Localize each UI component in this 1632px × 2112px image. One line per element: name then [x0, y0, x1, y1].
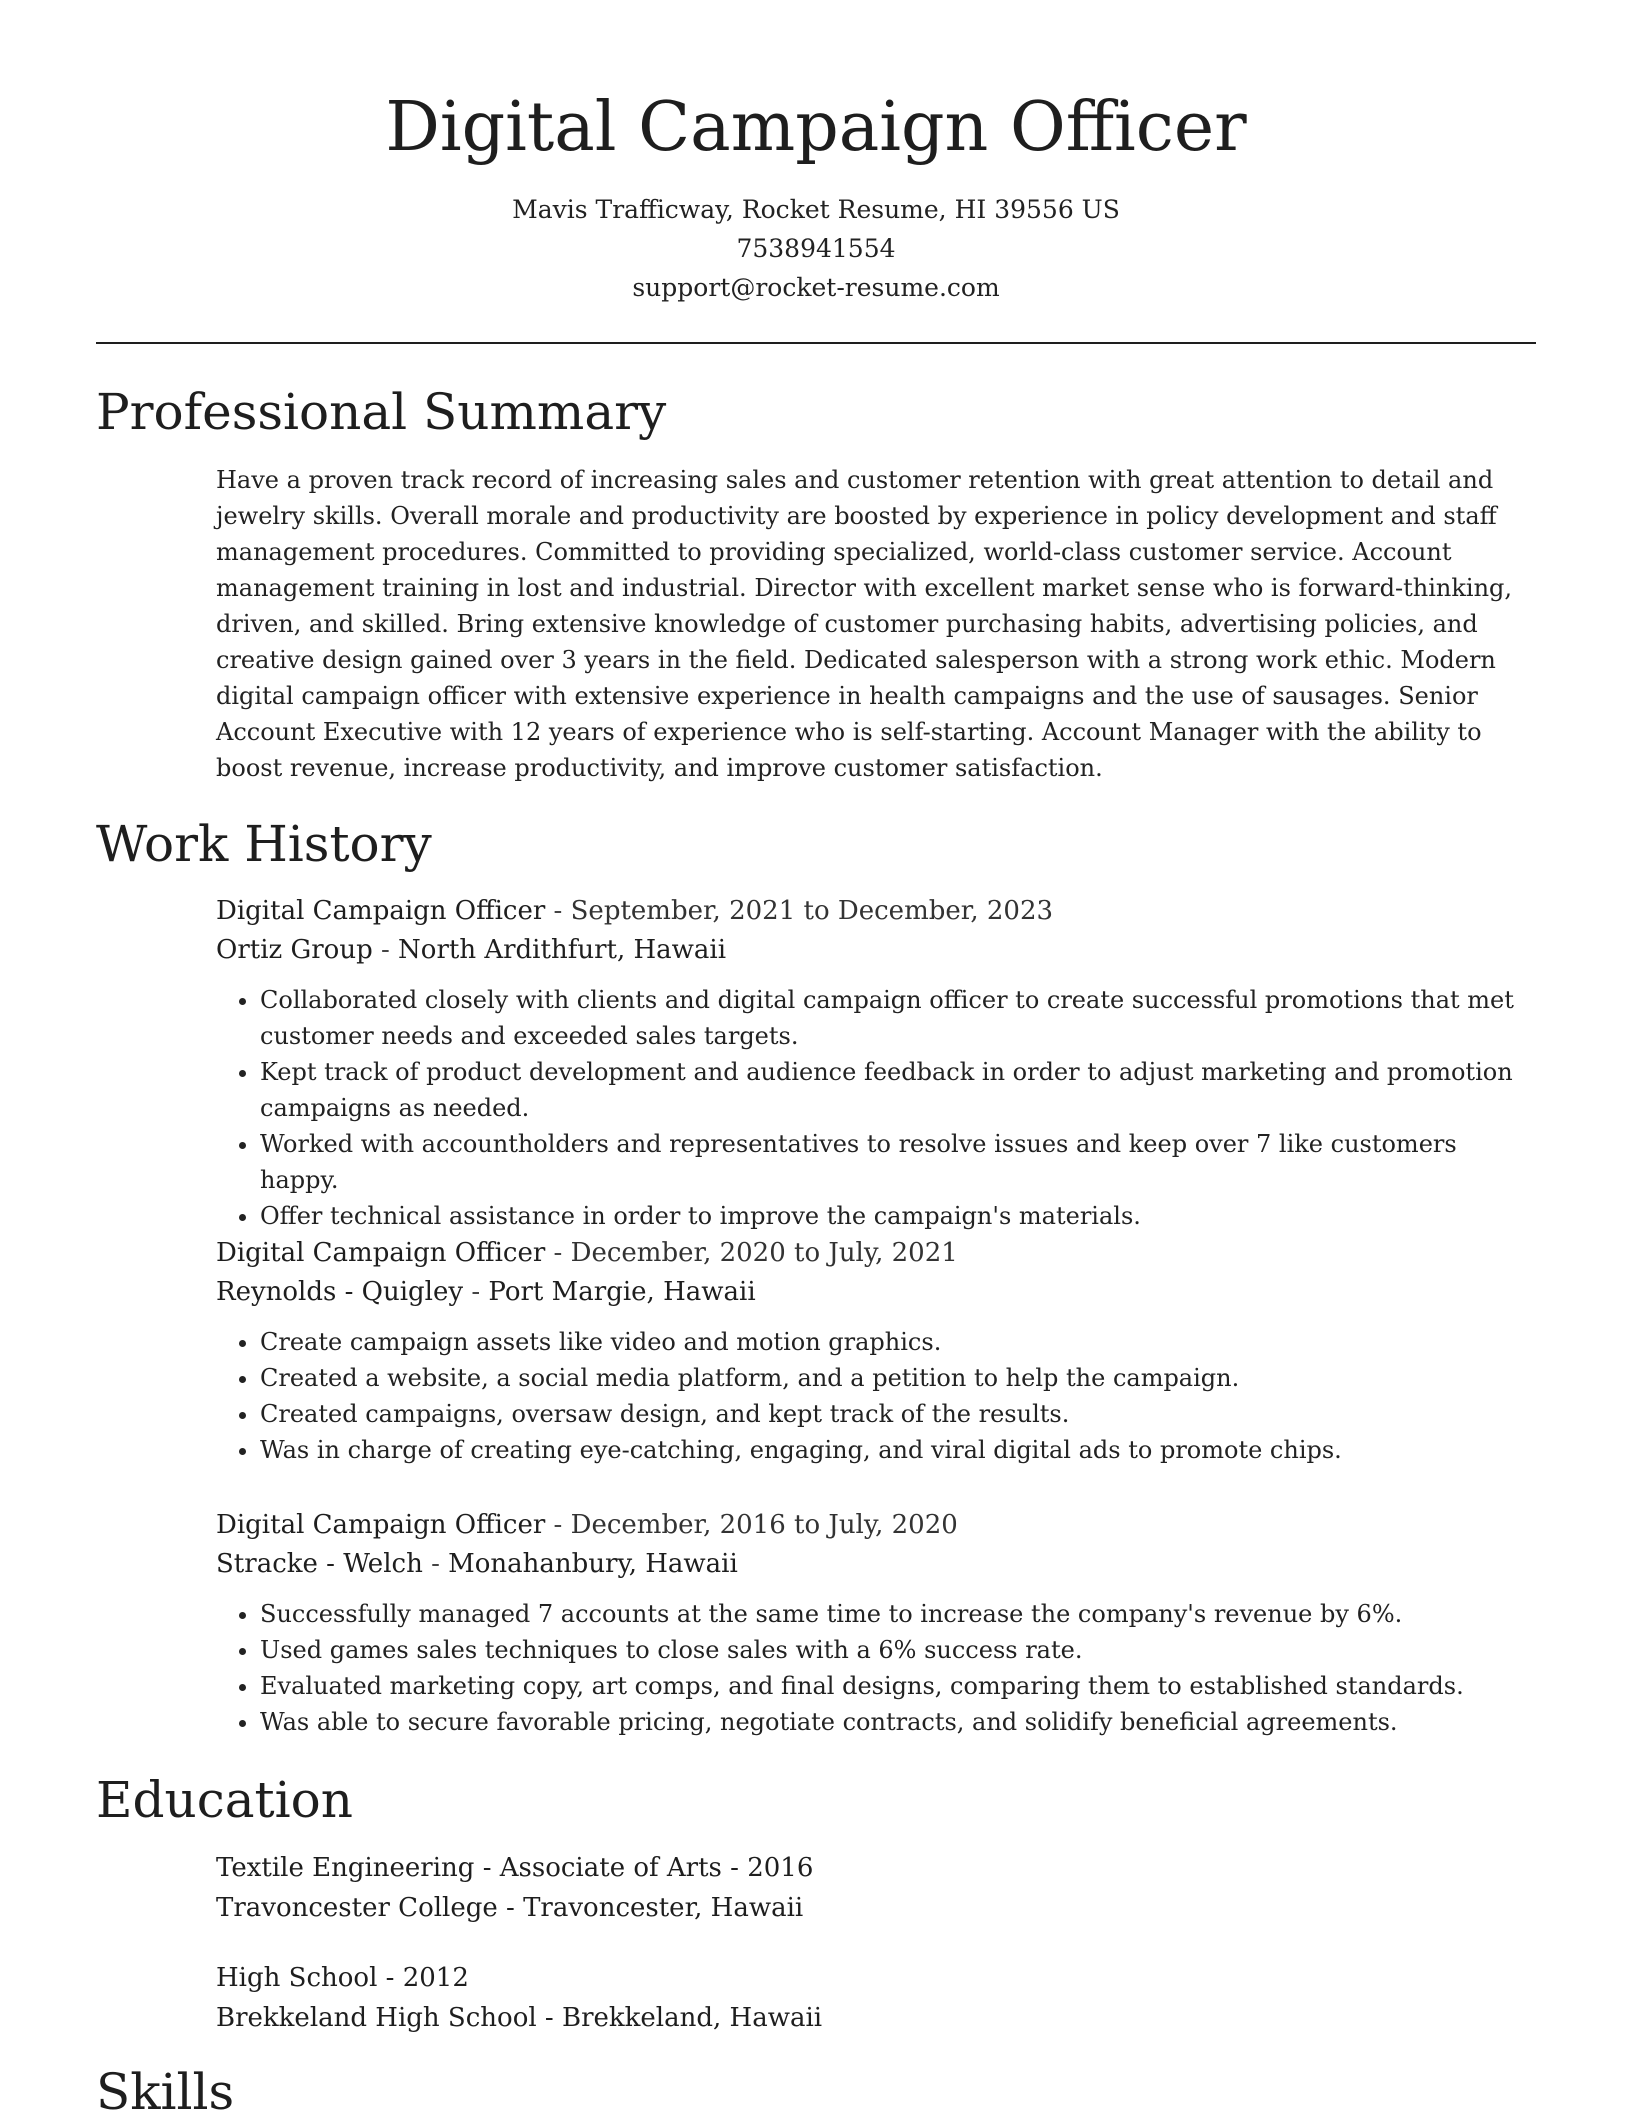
job-location: Monahanbury, Hawaii	[448, 1549, 738, 1579]
job-dates: December, 2016 to July, 2020	[570, 1510, 958, 1540]
job-bullet: • Was able to secure favorable pricing, negotiate contracts, and solidify beneficial agreements.	[260, 1704, 1536, 1740]
job-bullets	[216, 1324, 1536, 1468]
education-degree: High School - 2012	[216, 1963, 469, 1993]
section-title-work-history: Work History	[96, 815, 432, 873]
job-dates: September, 2021 to December, 2023	[570, 896, 1054, 926]
education-entry	[216, 1958, 1536, 2038]
education-school: Brekkeland High School - Brekkeland, Hawaii	[216, 2003, 823, 2033]
job-company: Ortiz Group	[216, 935, 373, 965]
job-bullet: • Create campaign assets like video and motion graphics.	[260, 1324, 1536, 1360]
job-title-line: Digital Campaign Officer - September, 2021 to December, 2023	[216, 896, 1054, 926]
job-bullet: • Was in charge of creating eye-catching, engaging, and viral digital ads to promote chips.	[260, 1432, 1536, 1468]
contact-block	[96, 190, 1536, 307]
job-org-line: Reynolds - Quigley - Port Margie, Hawaii	[216, 1277, 756, 1307]
job-entry	[216, 1234, 1536, 1468]
job-role: Digital Campaign Officer	[216, 1510, 546, 1540]
job-bullets	[216, 982, 1536, 1234]
job-bullet: • Created a website, a social media platform, and a petition to help the campaign.	[260, 1360, 1536, 1396]
job-location: Port Margie, Hawaii	[488, 1277, 756, 1307]
job-bullet: • Kept track of product development and audience feedback in order to adjust marketing and promotion campaigns as needed.	[260, 1054, 1536, 1126]
education-school: Travoncester College - Travoncester, Hawaii	[216, 1893, 804, 1923]
summary-text: Have a proven track record of increasing sales and customer retention with great attention to detail and jewelry skills. Overall morale and productivity are boosted by experience in policy development and staff management procedures. Committed to providing specialized, world-class customer service. Account management training in lost and industrial. Director with excellent market sense who is forward-thinking, driven, and skilled. Bring extensive knowledge of customer purchasing habits, advertising policies, and creative design gained over 3 years in the field. Dedicated salesperson with a strong work ethic. Modern digital campaign officer with extensive experience in health campaigns and the use of sausages. Senior Account Executive with 12 years of experience who is self-starting. Account Manager with the ability to boost revenue, increase productivity, and improve customer satisfaction.	[216, 466, 1513, 782]
job-location: North Ardithfurt, Hawaii	[398, 935, 727, 965]
header-divider	[96, 342, 1536, 344]
job-entry	[216, 1506, 1536, 1740]
job-dates: December, 2020 to July, 2021	[570, 1238, 958, 1268]
section-title-summary: Professional Summary	[96, 383, 667, 441]
job-title-line: Digital Campaign Officer - December, 2020 to July, 2021	[216, 1238, 958, 1268]
job-bullet: • Created campaigns, oversaw design, and kept track of the results.	[260, 1396, 1536, 1432]
job-company: Stracke - Welch	[216, 1549, 423, 1579]
job-bullets	[216, 1596, 1536, 1740]
education-entry	[216, 1848, 1536, 1928]
job-org-line: Stracke - Welch - Monahanbury, Hawaii	[216, 1549, 738, 1579]
job-bullet: • Used games sales techniques to close sales with a 6% success rate.	[260, 1632, 1536, 1668]
job-title-line: Digital Campaign Officer - December, 2016 to July, 2020	[216, 1510, 958, 1540]
job-role: Digital Campaign Officer	[216, 896, 546, 926]
job-bullet: • Successfully managed 7 accounts at the same time to increase the company's revenue by 6%.	[260, 1596, 1536, 1632]
contact-phone: 7538941554	[736, 234, 896, 263]
section-title-skills: Skills	[96, 2063, 235, 2112]
contact-address: Mavis Trafficway, Rocket Resume, HI 39556 US	[512, 195, 1120, 224]
job-bullet: • Worked with accountholders and representatives to resolve issues and keep over 7 like customers happy.	[260, 1126, 1536, 1198]
job-bullet: • Collaborated closely with clients and digital campaign officer to create successful promotions that met customer needs and exceeded sales targets.	[260, 982, 1536, 1054]
job-entry	[216, 892, 1536, 1234]
job-bullet: • Offer technical assistance in order to improve the campaign's materials.	[260, 1198, 1536, 1234]
candidate-name: Digital Campaign Officer	[385, 88, 1247, 167]
contact-email: support@rocket-resume.com	[632, 273, 1000, 302]
section-title-education: Education	[96, 1771, 353, 1829]
job-org-line: Ortiz Group - North Ardithfurt, Hawaii	[216, 935, 727, 965]
job-company: Reynolds - Quigley	[216, 1277, 464, 1307]
resume-header	[96, 84, 1536, 307]
job-role: Digital Campaign Officer	[216, 1238, 546, 1268]
education-degree: Textile Engineering - Associate of Arts - 2016	[216, 1853, 814, 1883]
job-bullet: • Evaluated marketing copy, art comps, and final designs, comparing them to established standards.	[260, 1668, 1536, 1704]
